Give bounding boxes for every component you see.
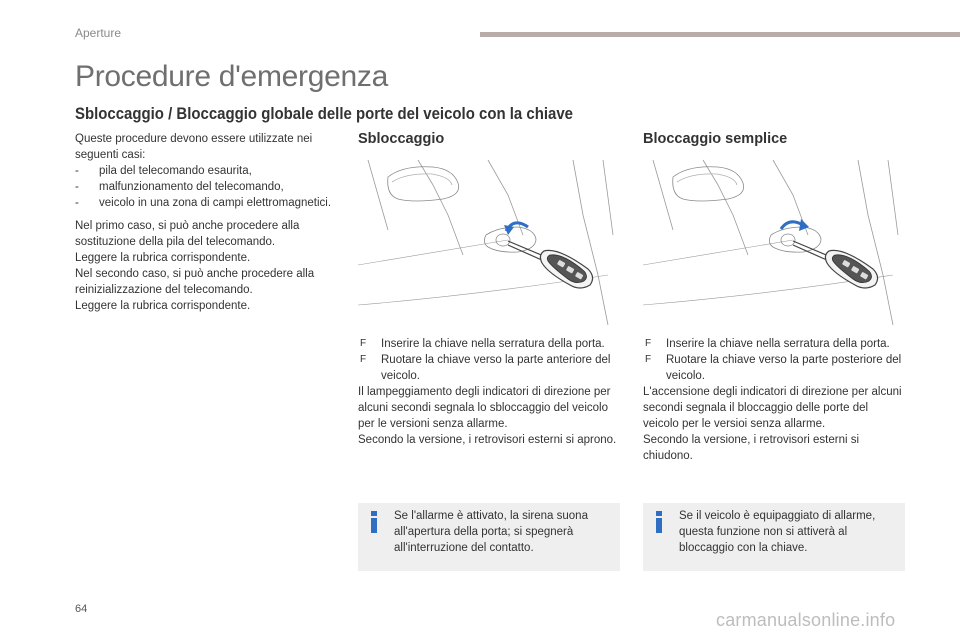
- intro-lead: Queste procedure devono essere utilizzate nei seguenti casi:: [75, 133, 313, 161]
- section-label: Aperture: [75, 26, 122, 40]
- page-title: Procedure d'emergenza: [75, 60, 388, 93]
- unlock-illustration: [358, 155, 620, 330]
- watermark: carmanualsonline.info: [716, 610, 896, 630]
- intro-note-line: Nel secondo caso, si può anche procedere alla reinizializzazione del telecomando.: [75, 268, 315, 296]
- step-bullet-icon: F: [360, 338, 367, 349]
- info-text: Se l'allarme è attivato, la sirena suona all'apertura della porta; si spegnerà all'interruzione del contatto.: [394, 510, 588, 554]
- step-item: [358, 352, 620, 384]
- lock-instructions: [643, 336, 905, 464]
- step-bullet-icon: F: [645, 354, 652, 365]
- list-item: [75, 195, 337, 211]
- case-text: veicolo in una zona di campi elettromagnetici.: [99, 197, 332, 209]
- lock-illustration: [643, 155, 905, 330]
- page-subtitle: Sbloccaggio / Bloccaggio globale delle porte del veicolo con la chiave: [75, 104, 573, 123]
- dash-marker: -: [75, 181, 79, 193]
- info-icon: [368, 511, 380, 533]
- lock-info-box: [643, 503, 905, 571]
- intro-note-line: Nel primo caso, si può anche procedere alla sostituzione della pila del telecomando.: [75, 220, 300, 248]
- lock-description: L'accensione degli indicatori di direzione per alcuni secondi segnala il bloccaggio delle porte del veicolo per le versioi senza allarme.: [643, 386, 902, 430]
- step-bullet-icon: F: [645, 338, 652, 349]
- lock-description: Secondo la versione, i retrovisori esterni si chiudono.: [643, 434, 860, 462]
- step-item: [358, 336, 620, 352]
- lock-heading: Bloccaggio semplice: [643, 131, 788, 147]
- list-item: [75, 179, 337, 195]
- case-text: pila del telecomando esaurita,: [99, 165, 252, 177]
- unlock-description: Secondo la versione, i retrovisori esterni si aprono.: [358, 434, 617, 446]
- case-text: malfunzionamento del telecomando,: [99, 181, 284, 193]
- top-decorative-bar: [480, 32, 960, 37]
- case-list: [75, 163, 337, 211]
- info-icon: [653, 511, 665, 533]
- car-door-key-drawing: [643, 155, 905, 330]
- step-text: Ruotare la chiave verso la parte posteriore del veicolo.: [666, 354, 902, 382]
- unlock-heading: Sbloccaggio: [358, 131, 445, 147]
- car-door-key-drawing: [358, 155, 620, 330]
- step-bullet-icon: F: [360, 354, 367, 365]
- intro-note-line: Leggere la rubrica corrispondente.: [75, 300, 251, 312]
- intro-note-line: Leggere la rubrica corrispondente.: [75, 252, 251, 264]
- dash-marker: -: [75, 197, 79, 209]
- page-number: 64: [75, 603, 88, 615]
- step-text: Inserire la chiave nella serratura della porta.: [666, 338, 890, 350]
- unlock-info-box: [358, 503, 620, 571]
- unlock-instructions: [358, 336, 620, 448]
- step-text: Inserire la chiave nella serratura della porta.: [381, 338, 605, 350]
- list-item: [75, 163, 337, 179]
- step-item: [643, 336, 905, 352]
- intro-column: [75, 131, 337, 314]
- dash-marker: -: [75, 165, 79, 177]
- step-item: [643, 352, 905, 384]
- step-text: Ruotare la chiave verso la parte anteriore del veicolo.: [381, 354, 611, 382]
- unlock-description: Il lampeggiamento degli indicatori di direzione per alcuni secondi segnala lo sbloccaggio del veicolo per le versioni senza allarme.: [358, 386, 611, 430]
- info-text: Se il veicolo è equipaggiato di allarme, questa funzione non si attiverà al bloccaggio con la chiave.: [679, 510, 876, 554]
